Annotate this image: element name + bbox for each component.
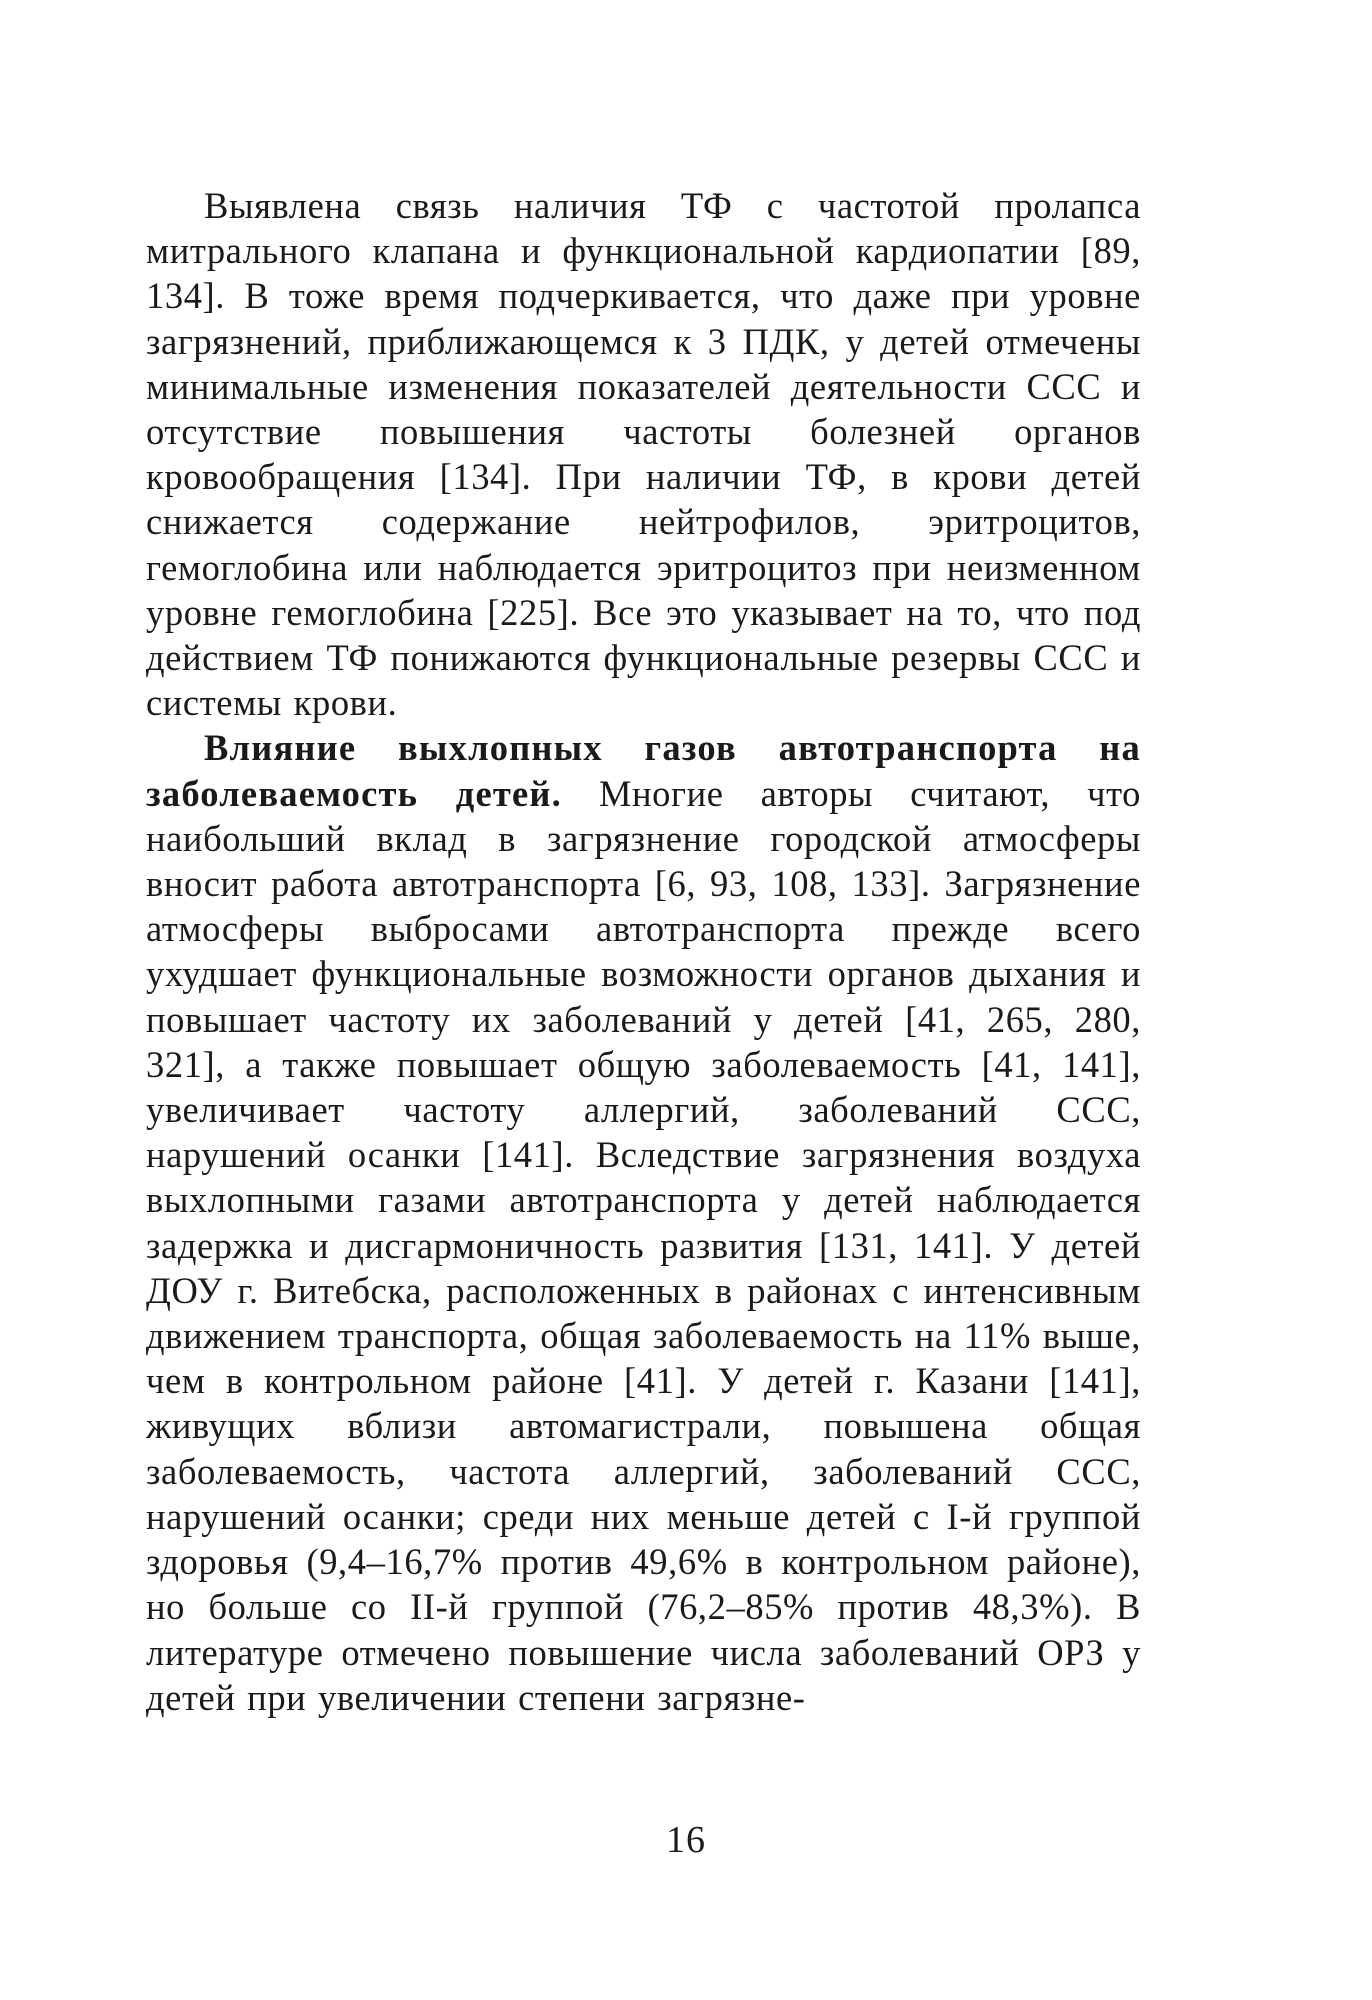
- body-text: [146, 183, 1141, 1720]
- page-number: 16: [666, 1819, 706, 1861]
- paragraph-1: Выявлена связь наличия ТФ с частотой пролапса митрального клапана и функциональной кардиопатии [89, 134]. В тоже время подчеркивается, что даже при уровне загрязнений, приближающемся к 3 ПДК, у детей отмечены минимальные изменения показателей деятельности ССС и отсутствие повышения частоты болезней органов кровообращения [134]. При наличии ТФ, в крови детей снижается содержание нейтрофилов, эритроцитов, гемоглобина или наблюдается эритроцитоз при неизменном уровне гемоглобина [225]. Все это указывает на то, что под действием ТФ понижаются функциональные резервы ССС и системы крови.: [146, 185, 1141, 724]
- paragraph-2: [146, 725, 1141, 1719]
- section-heading: Влияние выхлопных газов автотранспорта на заболеваемость детей.: [146, 727, 1141, 814]
- paragraph-2-body: Многие авторы считают, что наибольший вклад в загрязнение городской атмосферы вносит работа автотранспорта [6, 93, 108, 133]. Загрязнение атмосферы выбросами автотранспорта прежде всего ухудшает функциональные возможности органов дыхания и повышает частоту их заболеваний у детей [41, 265, 280, 321], а также повышает общую заболеваемость [41, 141], увеличивает частоту аллергий, заболеваний ССС, нарушений осанки [141]. Вследствие загрязнения воздуха выхлопными газами автотранспорта у детей наблюдается задержка и дисгармоничность развития [131, 141]. У детей ДОУ г. Витебска, расположенных в районах с интенсивным движением транспорта, общая заболеваемость на 11% выше, чем в контрольном районе [41]. У детей г. Казани [141], живущих вблизи автомагистрали, повышена общая заболеваемость, частота аллергий, заболеваний ССС, нарушений осанки; среди них меньше детей с I-й группой здоровья (9,4–16,7% против 49,6% в контрольном районе), но больше со II-й группой (76,2–85% против 48,3%). В литературе отмечено повышение числа заболеваний ОРЗ у детей при увеличении степени загрязне-: [146, 772, 1142, 1718]
